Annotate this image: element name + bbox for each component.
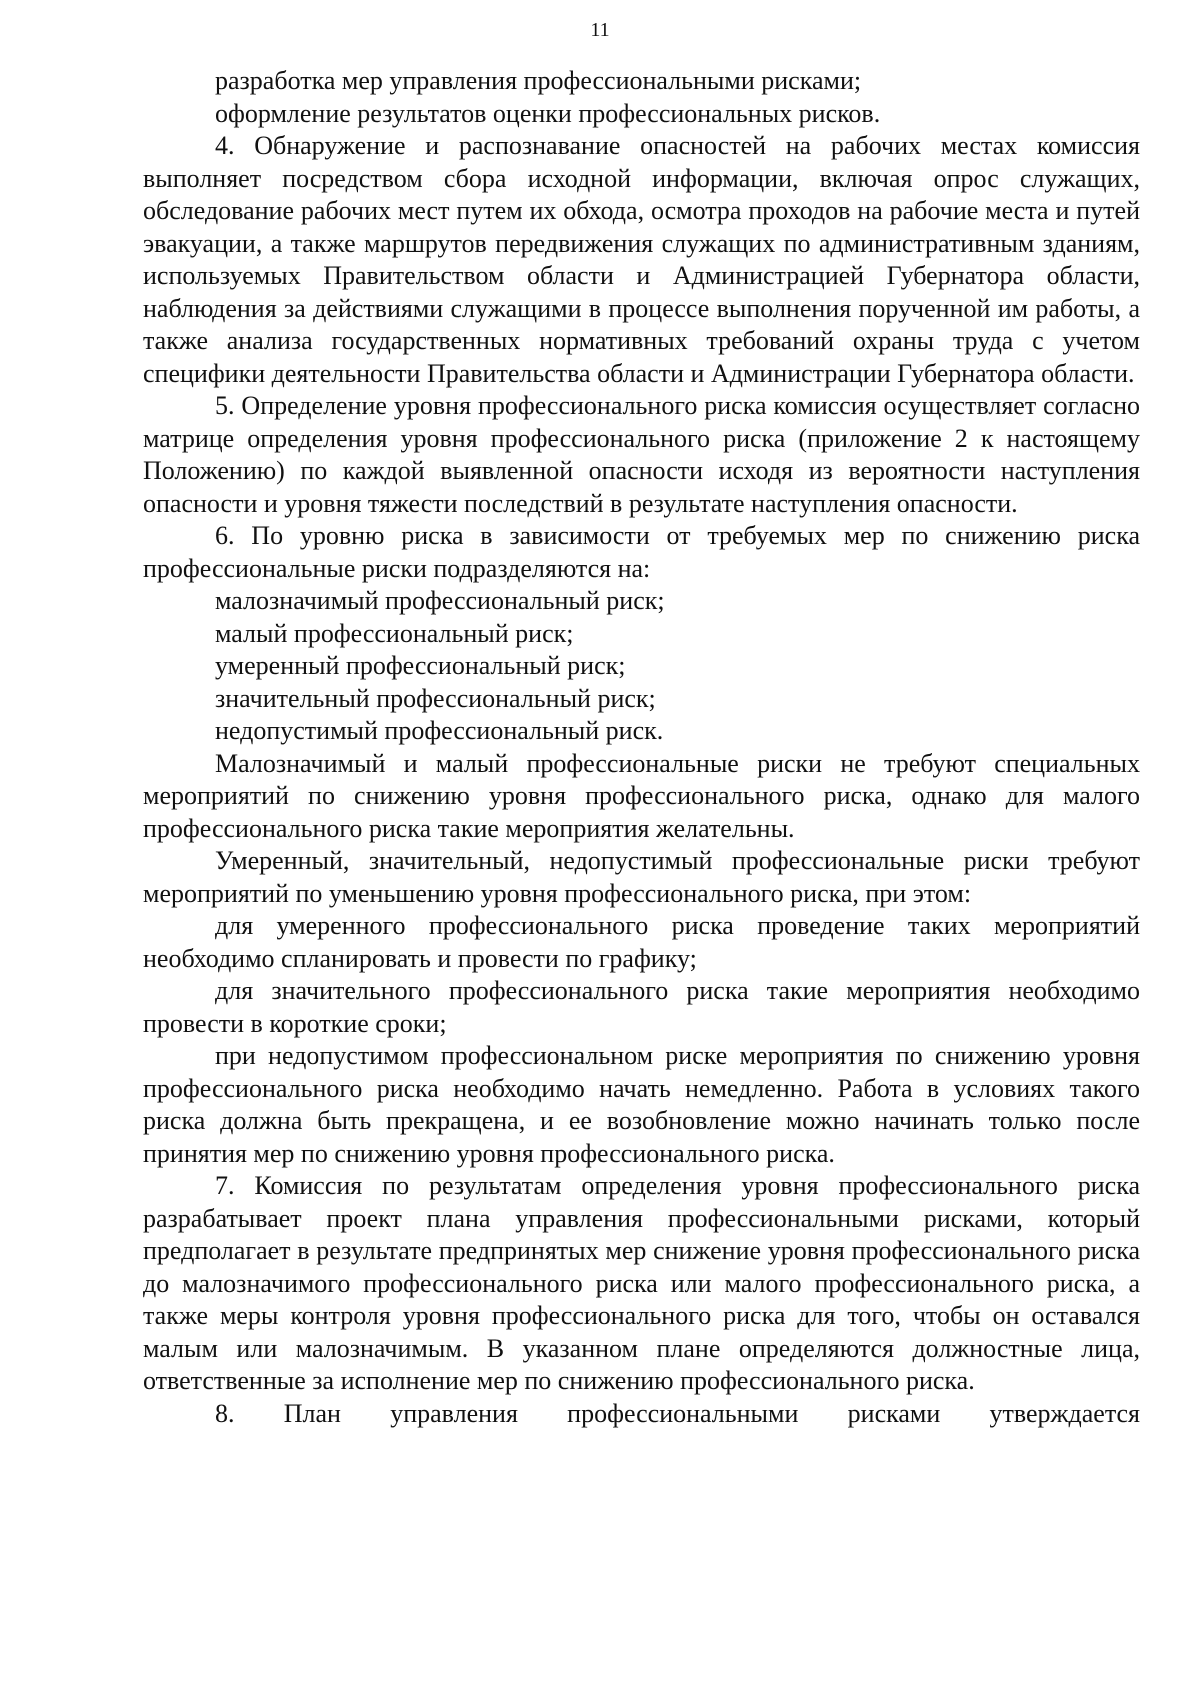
risk-level-list-item: значительный профессиональный риск; [215, 683, 656, 713]
paragraph: разработка мер управления профессиональными рисками; [215, 66, 862, 95]
paragraph-item-4: 4. Обнаружение и распознавание опасностей на рабочих местах комиссия выполняет посредством сбора исходной информации, включая опрос служащих, обследование рабочих мест путем их обхода, осмотра проходов на рабочие места и путей эвакуации, а также маршрутов передвижения служащих по административным зданиям, используемых Правительством области и Администрацией Губернатора области, наблюдения за действиями служащими в процессе выполнения порученной им работы, а также анализа государственных нормативных требований охраны труда с учетом специфики деятельности Правительства области и Администрации Губернатора области. [143, 131, 1140, 388]
paragraph: при недопустимом профессиональном риске мероприятия по снижению уровня профессионального риска необходимо начать немедленно. Работа в условиях такого риска должна быть прекращена, и ее возобновление можно начинать только после принятия мер по снижению уровня профессионального риска. [143, 1041, 1140, 1168]
paragraph: оформление результатов оценки профессиональных рисков. [215, 98, 881, 128]
document-body [143, 65, 1140, 1430]
risk-level-list-item: недопустимый профессиональный риск. [215, 716, 664, 745]
paragraph-item-6: 6. По уровню риска в зависимости от требуемых мер по снижению риска профессиональные риски подразделяются на: [143, 521, 1140, 583]
paragraph-item-7: 7. Комиссия по результатам определения уровня профессионального риска разрабатывает проект плана управления профессиональными рисками, который предполагает в результате предпринятых мер снижение уровня профессионального риска до малозначимого профессионального риска или малого профессионального риска, а также меры контроля уровня профессионального риска для того, чтобы он оставался малым или малозначимым. В указанном плане определяются должностные лица, ответственные за исполнение мер по снижению профессионального риска. [143, 1171, 1140, 1395]
risk-level-list-item: малозначимый профессиональный риск; [215, 586, 665, 615]
page-number: 11 [590, 19, 610, 41]
paragraph-item-5: 5. Определение уровня профессионального риска комиссия осуществляет согласно матрице определения уровня профессионального риска (приложение 2 к настоящему Положению) по каждой выявленной опасности исходя из вероятности наступления опасности и уровня тяжести последствий в результате наступления опасности. [143, 391, 1140, 518]
paragraph: для умеренного профессионального риска проведение таких мероприятий необходимо спланировать и провести по графику; [143, 911, 1140, 973]
risk-level-list-item: умеренный профессиональный риск; [215, 651, 626, 680]
risk-level-list-item: малый профессиональный риск; [215, 618, 574, 648]
paragraph: Умеренный, значительный, недопустимый профессиональные риски требуют мероприятий по уменьшению уровня профессионального риска, при этом: [143, 846, 1140, 908]
paragraph: Малозначимый и малый профессиональные риски не требуют специальных мероприятий по снижению уровня профессионального риска, однако для малого профессионального риска такие мероприятия желательны. [143, 748, 1140, 843]
paragraph-item-8: 8. План управления профессиональными рисками утверждается [215, 1398, 1140, 1428]
paragraph: для значительного профессионального риска такие мероприятия необходимо провести в короткие сроки; [143, 976, 1140, 1038]
